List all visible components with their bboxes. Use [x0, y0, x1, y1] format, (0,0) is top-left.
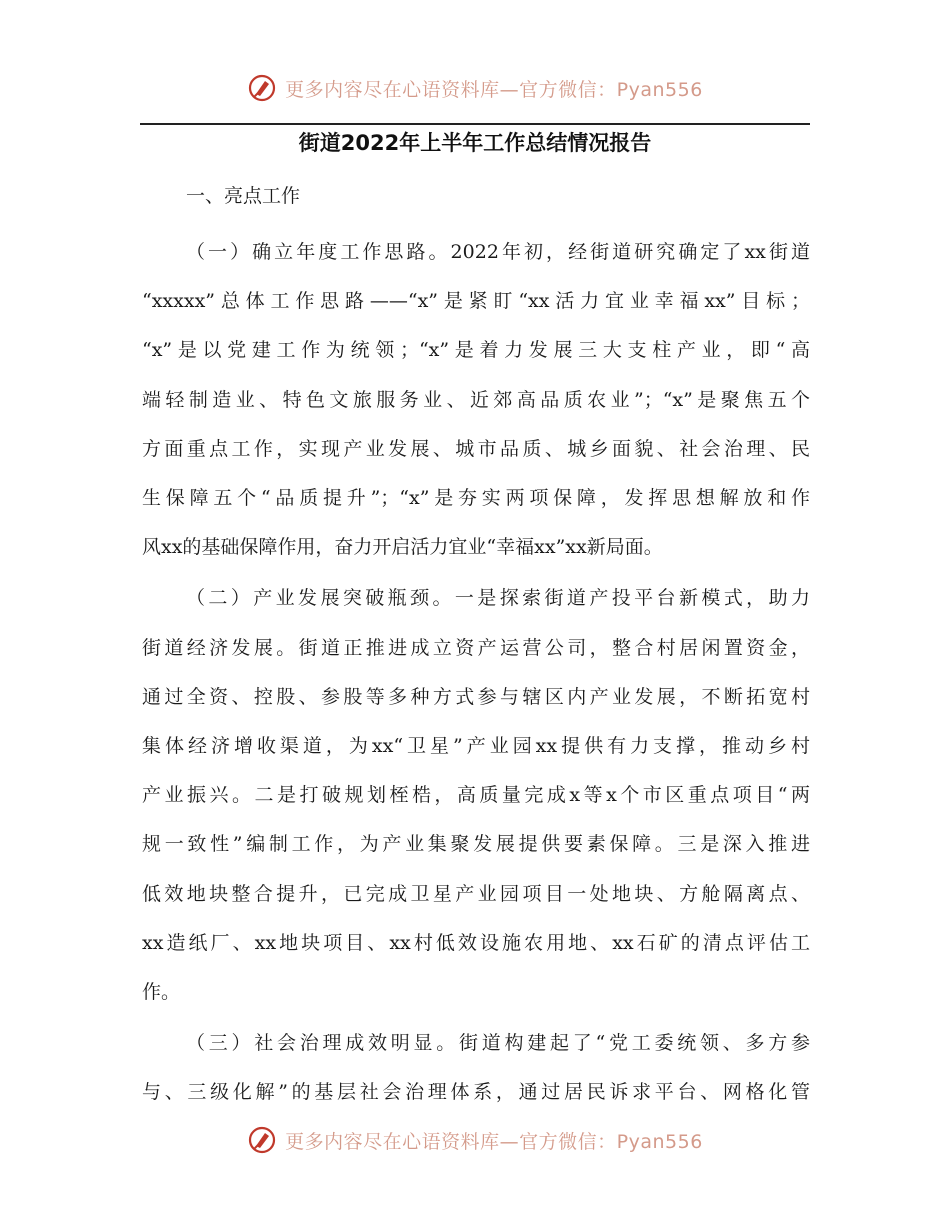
paragraph-line: 街道经济发展。街道正推进成立资产运营公司，整合村居闲置资金，	[142, 636, 810, 659]
paragraph-2	[142, 574, 810, 1017]
pen-nib-circle-icon	[247, 73, 277, 103]
paragraph-line: 集体经济增收渠道，为xx“卫星”产业园xx提供有力支撑，推动乡村	[142, 735, 810, 758]
paragraph-line: 与、三级化解”的基层社会治理体系，通过居民诉求平台、网格化管	[142, 1081, 810, 1104]
paragraph-line: （一）确立年度工作思路。2022年初，经街道研究确定了xx街道	[186, 241, 810, 263]
header-banner	[0, 68, 950, 108]
paragraph-line: “xxxxx”总体工作思路——“x”是紧盯“xx活力宜业幸福xx”目标；	[142, 290, 810, 313]
footer-banner	[0, 1120, 950, 1160]
paragraph-line: 生保障五个“品质提升”；“x”是夯实两项保障，发挥思想解放和作	[142, 487, 810, 510]
paragraph-line: （二）产业发展突破瓶颈。一是探索街道产投平台新模式，助力	[186, 587, 810, 610]
paragraph-line: （三）社会治理成效明显。街道构建起了“党工委统领、多方参	[186, 1032, 810, 1055]
document-title: 街道2022年上半年工作总结情况报告	[298, 131, 652, 155]
paragraph-line: 规一致性”编制工作，为产业集聚发展提供要素保障。三是深入推进	[142, 833, 810, 856]
header-divider	[140, 123, 810, 125]
paragraph-3	[142, 1019, 810, 1117]
paragraph-line: 通过全资、控股、参股等多种方式参与辖区内产业发展，不断拓宽村	[142, 685, 810, 708]
paragraph-line: xx造纸厂、xx地块项目、xx村低效设施农用地、xx石矿的清点评估工	[142, 931, 810, 954]
paragraph-line: “x”是以党建工作为统领；“x”是着力发展三大支柱产业，即“高	[142, 339, 810, 362]
paragraph-line: 低效地块整合提升，已完成卫星产业园项目一处地块、方舱隔离点、	[142, 882, 810, 905]
section-heading: 一、亮点工作	[186, 185, 301, 207]
header-banner-text: 更多内容尽在心语资料库—官方微信：Pyan556	[285, 78, 703, 101]
paragraph-1	[142, 228, 810, 572]
paragraph-line: 产业振兴。二是打破规划桎梏，高质量完成x等x个市区重点项目“两	[142, 784, 810, 807]
paragraph-line: 方面重点工作，实现产业发展、城市品质、城乡面貌、社会治理、民	[142, 437, 810, 460]
paragraph-line: 风xx的基础保障作用，奋力开启活力宜业“幸福xx”xx新局面。	[142, 536, 663, 559]
document-body	[142, 180, 810, 1120]
paragraph-line: 作。	[142, 981, 181, 1004]
footer-banner-text: 更多内容尽在心语资料库—官方微信：Pyan556	[285, 1130, 703, 1153]
paragraph-line: 端轻制造业、特色文旅服务业、近郊高品质农业”；“x”是聚焦五个	[142, 388, 810, 411]
pen-nib-circle-icon	[247, 1125, 277, 1155]
